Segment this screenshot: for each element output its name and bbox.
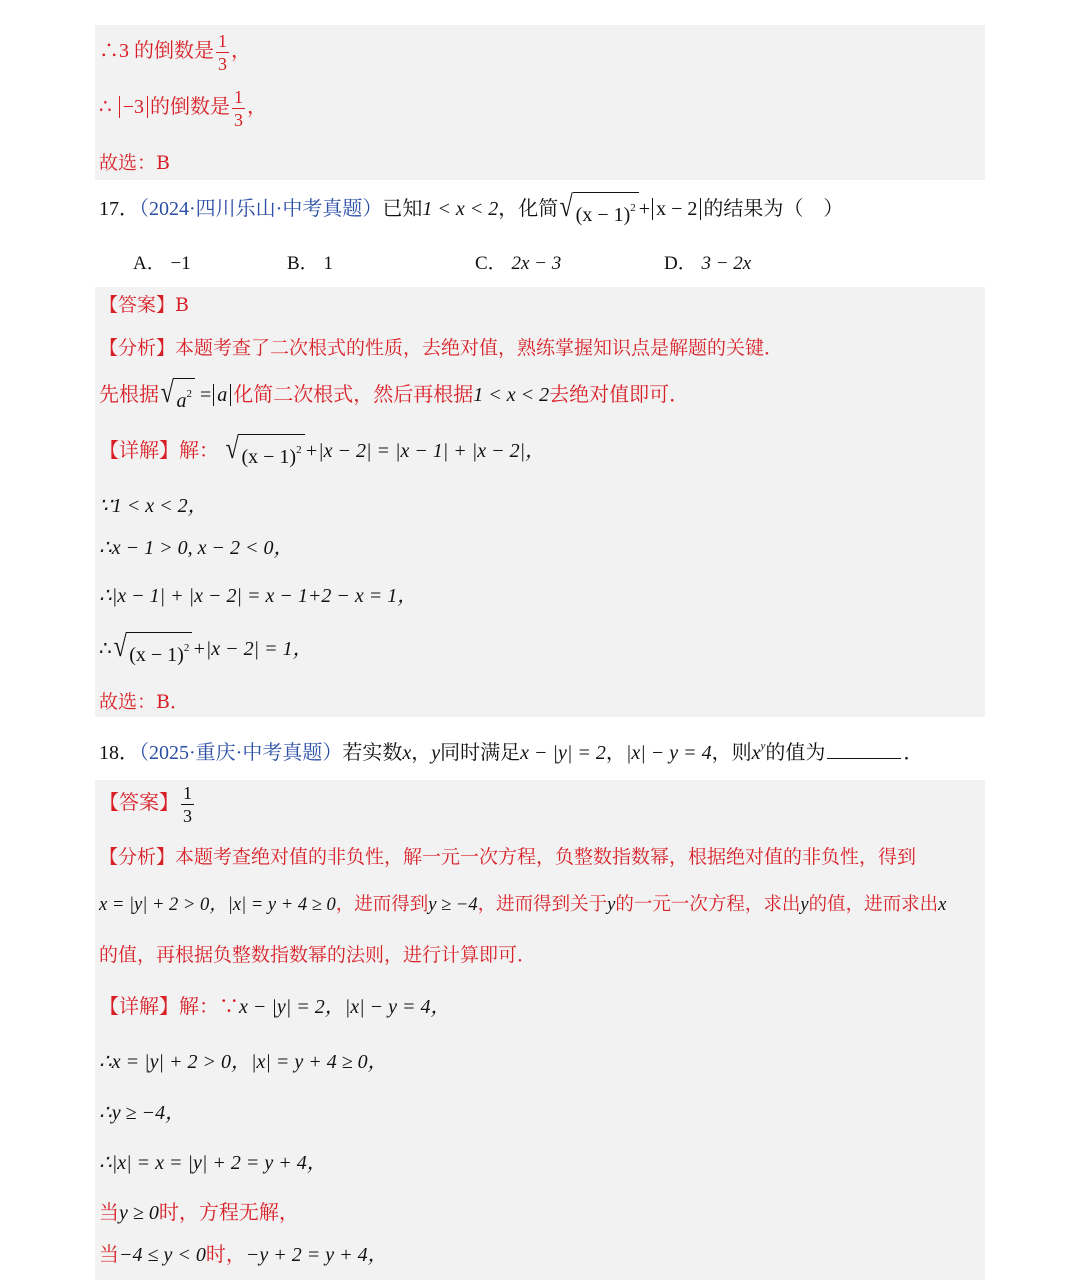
analysis-text-3: 的一元一次方程，求出 [615,895,801,915]
radical-sign: √ [113,630,127,664]
detail-pre: 解： [179,440,219,462]
radical-sign: √ [559,190,574,224]
detail-tag: 【详解】 [99,440,179,462]
radical-sign: √ [225,432,239,466]
a17-detail-5 [99,632,313,668]
q18-source: （2025·重庆·中考真题） [139,742,343,764]
q17-option-b[interactable] [287,248,333,275]
detail-expression: x − |y| = 2，|x| − y = 4， [239,996,451,1018]
fraction [216,32,229,73]
answer-blank[interactable] [827,742,901,759]
radicand [238,434,304,470]
analysis-text: 本题考查绝对值的非负性，解一元一次方程，负整数指数幂，根据绝对值的非负性，得到 [175,846,917,868]
abs-content: a [217,384,228,406]
analysis-tag: 【分析】 [99,846,176,868]
exponent: 2 [296,444,302,457]
answer-value: B [175,294,189,316]
prev-l1-text: ∴3 的倒数是 [99,40,214,63]
q18-equation-1: x − |y| = 2 [520,742,606,764]
var-y: y [607,895,616,915]
detail-tag: 【详解】 [99,996,179,1018]
analysis-tag: 【分析】 [99,337,176,359]
option-label: C． [475,253,507,274]
q17-text-2: ，化简 [498,198,559,220]
radicand [126,632,192,668]
q18-equation-2: |x| − y = 4 [625,742,712,764]
detail-expression: +|x − 2| = |x − 1| + |x − 2|， [304,440,546,462]
frac-num: 1 [183,783,192,803]
option-value: 2x − 3 [511,253,562,274]
sqrt-expression [558,192,639,228]
hint-condition: 1 < x < 2 [473,384,550,406]
abs-value [213,384,231,406]
a17-detail-1 [99,434,545,470]
q18-text-3: ，则 [711,742,752,764]
prev-choose: 故选：B [99,152,170,174]
frac-den: 3 [183,806,192,826]
radicand-text: a [176,390,187,413]
therefore: ∴ [99,96,112,119]
sqrt-expression [159,378,195,414]
q17-text-3: 的结果为（ ） [703,198,844,220]
prev-l1-post: ， [231,40,251,63]
option-label: A． [133,253,166,274]
exponent: 2 [186,388,192,401]
hint-text-3: 去绝对值即可． [549,384,690,406]
a18-detail-3: ∴y ≥ −4， [99,1102,186,1124]
a17-choose: 故选：B． [99,691,189,713]
abs-value: −3 [119,96,148,118]
q17-text-1: 已知 [382,198,423,220]
math-2: ，|x| = y + 4 ≥ 0 [209,895,336,915]
var-x: x [938,895,947,915]
a17-detail-2: ∵1 < x < 2， [99,495,208,517]
case-condition: y ≥ 0 [119,1202,159,1224]
q18-number: 18． [99,742,139,764]
a17-detail-4: ∴|x − 1| + |x − 2| = x − 1+2 − x = 1， [99,585,418,607]
a18-analysis-1 [99,842,916,869]
q18-end: ． [903,742,924,764]
option-label: D． [664,253,697,274]
prev-l2-post: ， [247,96,268,119]
radicand-text: (x − 1) [241,446,297,469]
separator: ， [411,742,432,764]
detail-expression: +|x − 2| = 1， [192,638,313,660]
a18-detail-5 [99,1196,299,1225]
case-result: 时， [205,1244,246,1266]
analysis-text-1: ，进而得到 [335,895,429,915]
fraction [181,784,194,825]
case-text: 当 [99,1202,119,1224]
sqrt-expression [224,434,305,470]
case-equation: −y + 2 = y + 4， [245,1244,388,1266]
base-x: x [751,742,761,764]
plus: + [638,198,651,220]
detail-pre: 解：∵ [179,996,239,1018]
analysis-text-2: ，进而得到关于 [477,895,608,915]
a18-answer [99,784,196,825]
q18-text-1: 若实数 [342,742,403,764]
radicand [173,378,195,414]
hint-text-1: 先根据 [99,384,159,406]
math-3: y ≥ −4 [428,895,478,915]
fraction [232,88,245,129]
option-label: B． [287,253,319,274]
radical-sign: √ [160,376,174,410]
a17-detail-3: ∴x − 1 > 0, x − 2 < 0， [99,537,294,559]
radicand-text: (x − 1) [575,204,631,227]
var-y: y [800,895,809,915]
answer-tag: 【答案】 [99,792,179,815]
q18-text-2: 同时满足 [440,742,521,764]
radicand-text: (x − 1) [129,644,184,667]
q18-stem [99,736,923,765]
prev-l2-text: 的倒数是 [150,96,231,119]
var-y: y [431,742,441,764]
frac-num: 1 [234,87,244,107]
frac-num: 1 [218,31,227,51]
abs-value: x − 2 [652,198,701,220]
frac-den: 3 [234,110,244,130]
analysis-text-4: 的值，进而求出 [808,895,939,915]
separator: ， [605,742,626,764]
exponent: 2 [630,202,636,215]
analysis-text: 本题考查了二次根式的性质，去绝对值，熟练掌握知识点是解题的关键． [175,337,784,359]
a17-hint [99,378,689,414]
a17-analysis [99,333,783,360]
q17-option-a[interactable] [133,248,191,275]
a18-detail-6 [99,1238,388,1267]
q17-option-d[interactable] [664,248,751,275]
option-value: −1 [170,253,191,274]
prev-line-2 [99,88,267,129]
prev-line-1 [99,32,251,73]
option-value: 1 [323,253,333,274]
q18-text-4: 的值为 [765,742,826,764]
math-1: x = |y| + 2 > 0 [99,895,210,915]
a18-analysis-2 [99,890,946,916]
a18-detail-2: ∴x = |y| + 2 > 0，|x| = y + 4 ≥ 0， [99,1051,388,1073]
q17-source: （2024·四川乐山·中考真题） [139,198,383,220]
exponent: 2 [183,642,190,655]
answer-tag: 【答案】 [99,294,176,316]
exponent-var: y [760,740,766,752]
frac-den: 3 [218,54,227,74]
option-value: 3 − 2x [701,253,752,274]
a18-analysis-3: 的值，再根据负整数指数幂的法则，进行计算即可． [99,944,537,966]
a17-answer [99,290,189,317]
equals: = [199,384,212,406]
case-condition: −4 ≤ y < 0 [119,1244,206,1266]
a18-detail-4: ∴|x| = x = |y| + 2 = y + 4， [99,1152,327,1174]
var-x: x [402,742,412,764]
q17-number: 17． [99,198,139,220]
q17-option-c[interactable] [475,248,561,275]
sqrt-expression [112,632,193,668]
case-result: 时，方程无解， [158,1202,299,1224]
a18-detail-1 [99,990,450,1019]
therefore: ∴ [99,638,112,660]
radicand [573,192,639,228]
q17-condition: 1 < x < 2 [422,198,499,220]
hint-text-2: 化简二次根式，然后再根据 [233,384,474,406]
case-text: 当 [99,1244,119,1266]
q17-stem [99,192,843,228]
